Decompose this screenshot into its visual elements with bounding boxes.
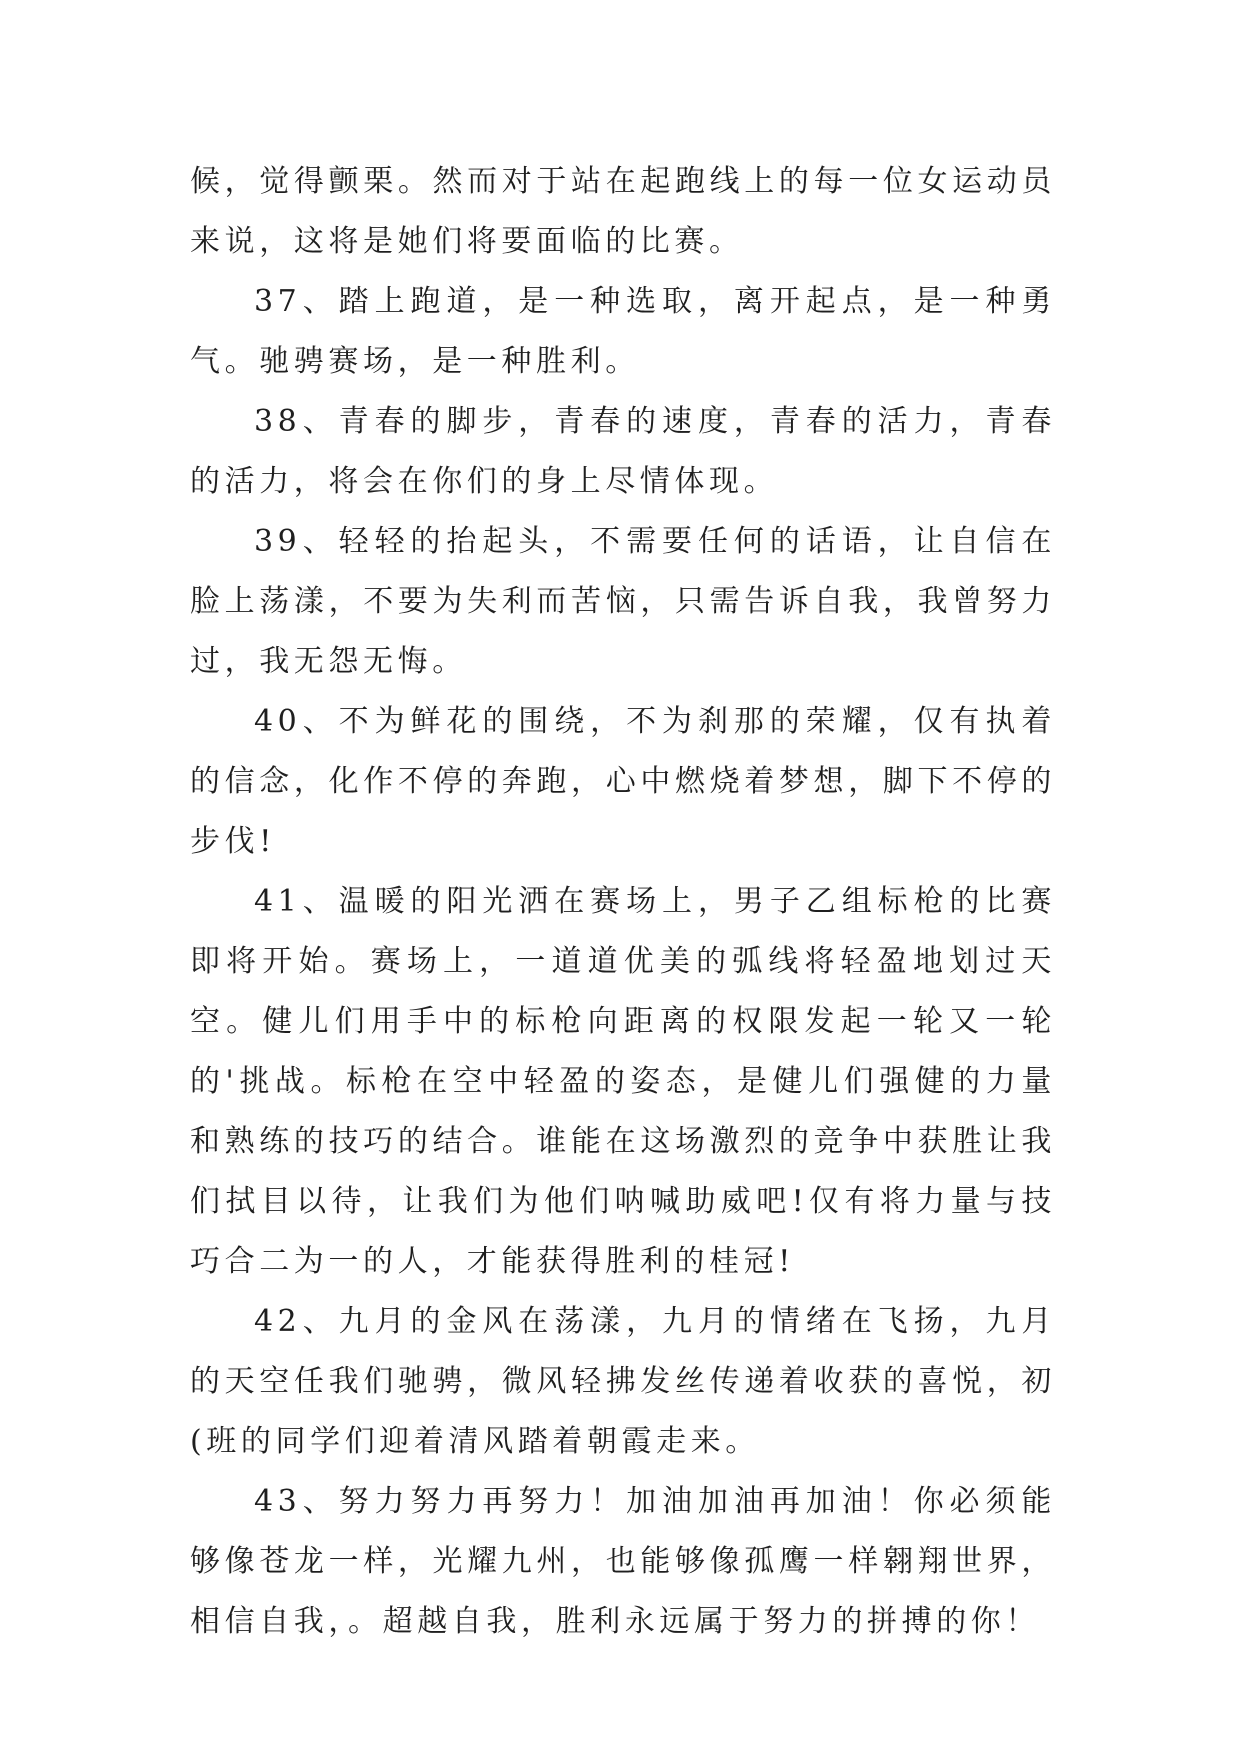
paragraph-37: 37、踏上跑道，是一种选取，离开起点，是一种勇气。驰骋赛场，是一种胜利。: [190, 284, 1056, 379]
paragraph-continuation: 候，觉得颤栗。然而对于站在起跑线上的每一位女运动员来说，这将是她们将要面临的比赛。: [190, 164, 1056, 259]
document-body: [190, 152, 1056, 1652]
paragraph-38: 38、青春的脚步，青春的速度，青春的活力，青春的活力，将会在你们的身上尽情体现。: [190, 404, 1056, 499]
paragraph-43: 43、努力努力再努力！加油加油再加油！你必须能够像苍龙一样，光耀九州，也能够像孤鹰一样翱翔世界，相信自我，。超越自我，胜利永远属于努力的拼搏的你！: [190, 1484, 1056, 1639]
paragraph-42: 42、九月的金风在荡漾，九月的情绪在飞扬，九月的天空任我们驰骋，微风轻拂发丝传递着收获的喜悦，初(班的同学们迎着清风踏着朝霞走来。: [190, 1304, 1056, 1459]
paragraph-41: 41、温暖的阳光洒在赛场上，男子乙组标枪的比赛即将开始。赛场上，一道道优美的弧线将轻盈地划过天空。健儿们用手中的标枪向距离的权限发起一轮又一轮的'挑战。标枪在空中轻盈的姿态，是健儿们强健的力量和熟练的技巧的结合。谁能在这场激烈的竞争中获胜让我们拭目以待，让我们为他们呐喊助威吧!仅有将力量与技巧合二为一的人，才能获得胜利的桂冠!: [190, 884, 1056, 1279]
paragraph-39: 39、轻轻的抬起头，不需要任何的话语，让自信在脸上荡漾，不要为失利而苦恼，只需告诉自我，我曾努力过，我无怨无悔。: [190, 524, 1056, 679]
paragraph-40: 40、不为鲜花的围绕，不为刹那的荣耀，仅有执着的信念，化作不停的奔跑，心中燃烧着梦想，脚下不停的步伐!: [190, 704, 1056, 859]
